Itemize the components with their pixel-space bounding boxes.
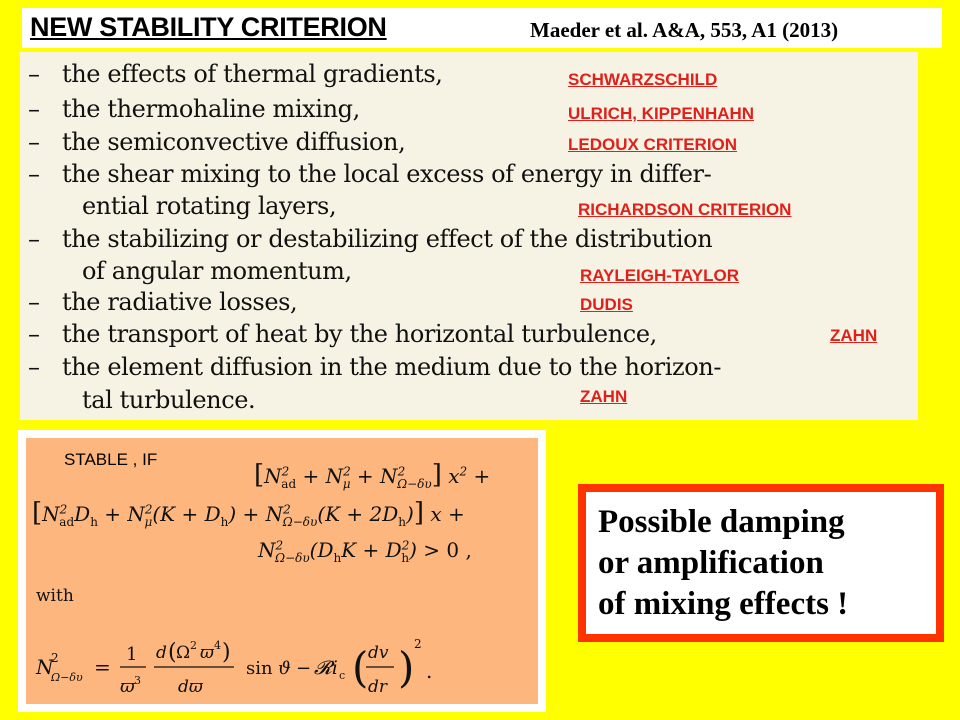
formula-panel xyxy=(18,430,546,712)
svg-text:−: − xyxy=(296,658,312,679)
bullet-dash: – xyxy=(28,160,40,188)
svg-text:𝓡i: 𝓡i xyxy=(314,657,338,679)
criterion-label: ZAHN xyxy=(830,326,878,345)
svg-text:dr: dr xyxy=(368,677,388,697)
list-item xyxy=(28,288,298,316)
stable-condition-label: STABLE , IF xyxy=(64,450,158,469)
list-item xyxy=(28,353,722,381)
list-item-text: of angular momentum, xyxy=(82,257,352,285)
criterion-label: LEDOUX CRITERION xyxy=(568,135,738,154)
svg-text:2: 2 xyxy=(190,639,197,652)
list-item xyxy=(28,95,360,123)
list-item xyxy=(28,320,657,348)
with-label: with xyxy=(36,586,74,606)
bullet-dash: – xyxy=(28,128,40,156)
callout-inner xyxy=(586,492,936,634)
svg-text:Ω: Ω xyxy=(176,643,191,663)
equation-line-1: $[N^2_{ad} + N^2_\mu + N^2_{\Omega-\delta\upsilon}] x^2$ + xyxy=(254,460,491,491)
svg-text:(: ( xyxy=(352,643,369,692)
svg-text:): ) xyxy=(398,643,415,692)
criterion-label: ZAHN xyxy=(580,387,628,406)
bullet-dash: – xyxy=(28,60,40,88)
svg-text:ϖ: ϖ xyxy=(120,676,135,697)
svg-text:=: = xyxy=(94,655,111,679)
callout-text xyxy=(598,502,848,625)
svg-text:dϖ: dϖ xyxy=(178,677,203,697)
list-item-text: the stabilizing or destabilizing effect of the distribution xyxy=(62,225,713,253)
effects-list-panel xyxy=(20,52,918,420)
list-item-text: the effects of thermal gradients, xyxy=(62,60,443,88)
svg-text:Ω−δυ: Ω−δυ xyxy=(51,671,83,684)
callout-line: Possible damping xyxy=(598,504,845,540)
header-bar xyxy=(22,8,942,48)
list-item-continuation xyxy=(82,386,255,414)
list-item-text: the thermohaline mixing, xyxy=(62,95,360,123)
bullet-dash: – xyxy=(28,225,40,253)
svg-text:N: N xyxy=(36,655,54,679)
criterion-label: RICHARDSON CRITERION xyxy=(578,200,792,219)
equation-line-2: $[N^2_{ad}D_h + N^2_\mu(K + D_h) + N^2_{\Omega-\delta\upsilon}(K + 2D_h)] x$ + xyxy=(32,498,465,529)
equation-line-3: $N^2_{\Omega-\delta\upsilon}(D_hK + D^2_h) > 0$ , xyxy=(258,538,472,565)
definition-formula-graphic xyxy=(34,634,534,704)
list-item xyxy=(28,225,713,253)
svg-text:2: 2 xyxy=(414,637,422,651)
list-item-text: ential rotating layers, xyxy=(82,192,337,220)
svg-text:4: 4 xyxy=(214,639,221,652)
criterion-label: RAYLEIGH-TAYLOR xyxy=(580,266,740,285)
svg-text:.: . xyxy=(426,659,433,683)
svg-text:3: 3 xyxy=(134,674,141,687)
svg-text:): ) xyxy=(222,640,231,665)
list-item-text: the radiative losses, xyxy=(62,288,298,316)
list-item-text: the transport of heat by the horizontal turbulence, xyxy=(62,320,657,348)
formula-box xyxy=(26,438,538,704)
bullet-dash: – xyxy=(28,353,40,381)
bullet-dash: – xyxy=(28,320,40,348)
list-item-continuation xyxy=(82,192,336,220)
svg-text:ϖ: ϖ xyxy=(200,643,214,663)
list-item xyxy=(28,60,443,88)
list-item xyxy=(28,128,406,156)
list-item xyxy=(28,160,712,188)
list-item-text: the semiconvective diffusion, xyxy=(62,128,406,156)
svg-text:1: 1 xyxy=(126,644,138,665)
bullet-dash: – xyxy=(28,95,40,123)
list-item-text: the shear mixing to the local excess of energy in differ- xyxy=(62,160,712,188)
list-item-text: the element diffusion in the medium due to the horizon- xyxy=(62,353,722,381)
svg-text:dv: dv xyxy=(368,643,389,663)
criterion-label: DUDIS xyxy=(580,295,633,314)
equation-definition xyxy=(34,634,534,704)
criterion-label: ULRICH, KIPPENHAHN xyxy=(568,104,755,123)
svg-text:sin: sin xyxy=(246,658,273,679)
list-item-continuation xyxy=(82,257,352,285)
bullet-dash: – xyxy=(28,288,40,316)
svg-text:ϑ: ϑ xyxy=(278,658,291,679)
callout-line: of mixing effects ! xyxy=(598,586,849,622)
callout-line: or amplification xyxy=(598,545,824,581)
svg-text:c: c xyxy=(339,669,346,682)
svg-text:(: ( xyxy=(168,640,177,665)
callout-box xyxy=(578,484,944,642)
paper-reference: Maeder et al. A&A, 553, A1 (2013) xyxy=(530,18,839,42)
list-item-text: tal turbulence. xyxy=(82,386,256,414)
criterion-label: SCHWARZSCHILD xyxy=(568,70,718,89)
slide-title: NEW STABILITY CRITERION xyxy=(30,12,387,42)
svg-text:2: 2 xyxy=(51,651,59,665)
svg-text:d: d xyxy=(156,643,167,663)
